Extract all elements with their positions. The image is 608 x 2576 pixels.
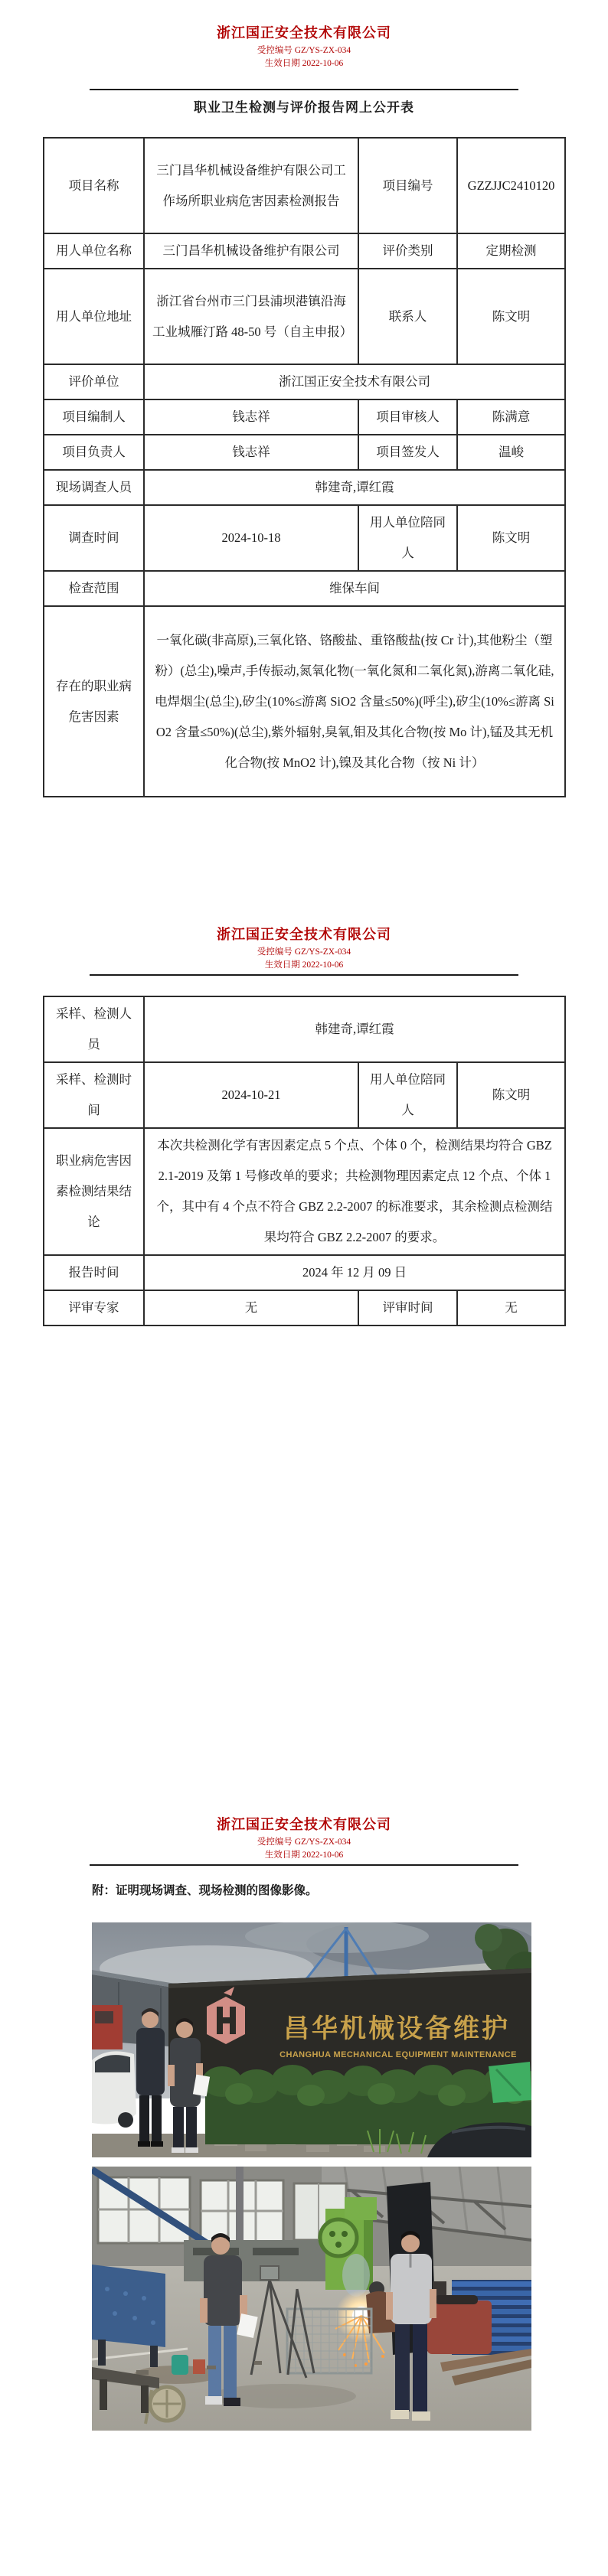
eval-org-value: 浙江国正安全技术有限公司 <box>144 364 565 399</box>
project-no-value: GZZJJC2410120 <box>457 138 565 233</box>
person-left <box>136 2008 165 2147</box>
table-row <box>44 233 565 269</box>
company-name: 浙江国正安全技术有限公司 <box>217 927 391 942</box>
table-row <box>44 269 565 364</box>
project-name-value: 三门昌华机械设备维护有限公司工作场所职业病危害因素检测报告 <box>144 138 358 233</box>
table-row <box>44 505 565 571</box>
sampling-result-table <box>43 996 566 1326</box>
escort-label: 用人单位陪同人 <box>358 1062 457 1128</box>
table-row <box>44 996 565 1062</box>
compiler-value: 钱志祥 <box>144 399 358 435</box>
review-expert-value: 无 <box>144 1290 358 1325</box>
workshop-windows <box>98 2177 346 2243</box>
review-date-value: 无 <box>457 1290 565 1325</box>
conclusion-label: 职业病危害因素检测结果结论 <box>44 1128 144 1255</box>
employer-address-label: 用人单位地址 <box>44 269 144 364</box>
eval-type-label: 评价类别 <box>358 233 457 269</box>
attachment-note: 附：证明现场调查、现场检测的图像影像。 <box>92 1884 318 1897</box>
company-name: 浙江国正安全技术有限公司 <box>217 25 391 41</box>
effective-date: 生效日期 2022-10-06 <box>264 59 344 68</box>
table-row <box>44 1290 565 1325</box>
escort-value: 陈文明 <box>457 505 565 571</box>
report-info-table <box>43 137 566 797</box>
site-survey-staff-label: 现场调查人员 <box>44 470 144 505</box>
hazards-label: 存在的职业病危害因素 <box>44 606 144 797</box>
control-number: 受控编号 GZ/YS-ZX-034 <box>257 947 351 957</box>
contact-value: 陈文明 <box>457 269 565 364</box>
escort-value: 陈文明 <box>457 1062 565 1128</box>
gate-photo-illustration <box>92 1922 531 2157</box>
survey-date-value: 2024-10-18 <box>144 505 358 571</box>
issuer-value: 温峻 <box>457 435 565 470</box>
escort-label: 用人单位陪同人 <box>358 505 457 571</box>
company-name: 浙江国正安全技术有限公司 <box>217 1817 391 1832</box>
scope-label: 检查范围 <box>44 571 144 606</box>
sampling-date-label: 采样、检测时间 <box>44 1062 144 1128</box>
table-row <box>44 1255 565 1290</box>
survey-date-label: 调查时间 <box>44 505 144 571</box>
table-row <box>44 470 565 505</box>
letterhead-page1 <box>0 23 608 69</box>
employer-name-value: 三门昌华机械设备维护有限公司 <box>144 233 358 269</box>
site-survey-staff-value: 韩建奇,谭红霞 <box>144 470 565 505</box>
site-photo-workshop <box>92 2167 531 2431</box>
site-photo-gate <box>92 1922 531 2157</box>
letterhead-rule <box>90 974 518 976</box>
sampling-date-value: 2024-10-21 <box>144 1062 358 1128</box>
hazards-value: 一氧化碳(非高原),三氧化铬、铬酸盐、重铬酸盐(按 Cr 计),其他粉尘（塑粉）(总尘),噪声,手传振动,氮氧化物(一氧化氮和二氧化氮),游离二氧化硅,电焊烟尘(总尘),矽尘(10%≤游离 SiO2 含量≤50%)(呼尘),矽尘(10%≤游离 SiO2 含量≤50%)(总尘),紫外辐射,臭氧,钼及其化合物(按 Mo 计),锰及其无机化合物(按 MnO2 计),镍及其化合物（按 Ni 计） <box>144 606 565 797</box>
sampling-staff-label: 采样、检测人员 <box>44 996 144 1062</box>
letterhead-rule <box>90 89 518 90</box>
conclusion-value: 本次共检测化学有害因素定点 5 个点、个体 0 个，检测结果均符合 GBZ 2.1-2019 及第 1 号修改单的要求；共检测物理因素定点 12 个点、个体 1 个，其中有 4 个点不符合 GBZ 2.2-2007 的标准要求，其余检测点检测结果均符合 GBZ 2.2-2007 的要求。 <box>144 1128 565 1255</box>
sign-english-text: CHANGHUA MECHANICAL EQUIPMENT MAINTENANCE <box>279 2050 517 2059</box>
effective-date: 生效日期 2022-10-06 <box>264 960 344 970</box>
green-bucket <box>172 2355 188 2375</box>
eval-type-value: 定期检测 <box>457 233 565 269</box>
measurement-device <box>260 2266 279 2280</box>
letterhead-page3 <box>0 1815 608 1860</box>
reviewer-value: 陈满意 <box>457 399 565 435</box>
table-row <box>44 435 565 470</box>
report-date-value: 2024 年 12 月 09 日 <box>144 1255 565 1290</box>
table-row <box>44 606 565 797</box>
employer-address-value: 浙江省台州市三门县浦坝港镇沿海工业城雁汀路 48-50 号（自主申报） <box>144 269 358 364</box>
table-row <box>44 1128 565 1255</box>
review-expert-label: 评审专家 <box>44 1290 144 1325</box>
reviewer-label: 项目审核人 <box>358 399 457 435</box>
table-row <box>44 571 565 606</box>
effective-date: 生效日期 2022-10-06 <box>264 1850 344 1860</box>
eval-org-label: 评价单位 <box>44 364 144 399</box>
project-name-label: 项目名称 <box>44 138 144 233</box>
table-row <box>44 364 565 399</box>
workshop-photo-illustration <box>92 2167 531 2431</box>
table-row <box>44 138 565 233</box>
table-row <box>44 1062 565 1128</box>
control-number: 受控编号 GZ/YS-ZX-034 <box>257 46 351 55</box>
employer-name-label: 用人单位名称 <box>44 233 144 269</box>
compiler-label: 项目编制人 <box>44 399 144 435</box>
scope-value: 维保车间 <box>144 571 565 606</box>
review-date-label: 评审时间 <box>358 1290 457 1325</box>
contact-label: 联系人 <box>358 269 457 364</box>
page-title: 职业卫生检测与评价报告网上公开表 <box>194 100 414 115</box>
leader-value: 钱志祥 <box>144 435 358 470</box>
project-no-label: 项目编号 <box>358 138 457 233</box>
control-number: 受控编号 GZ/YS-ZX-034 <box>257 1837 351 1847</box>
letterhead-page2 <box>0 924 608 970</box>
report-date-label: 报告时间 <box>44 1255 144 1290</box>
issuer-label: 项目签发人 <box>358 435 457 470</box>
table-row <box>44 399 565 435</box>
sign-chinese-text: 昌华机械设备维护 <box>283 2014 510 2043</box>
letterhead-rule <box>90 1864 518 1866</box>
sampling-staff-value: 韩建奇,谭红霞 <box>144 996 565 1062</box>
leader-label: 项目负责人 <box>44 435 144 470</box>
